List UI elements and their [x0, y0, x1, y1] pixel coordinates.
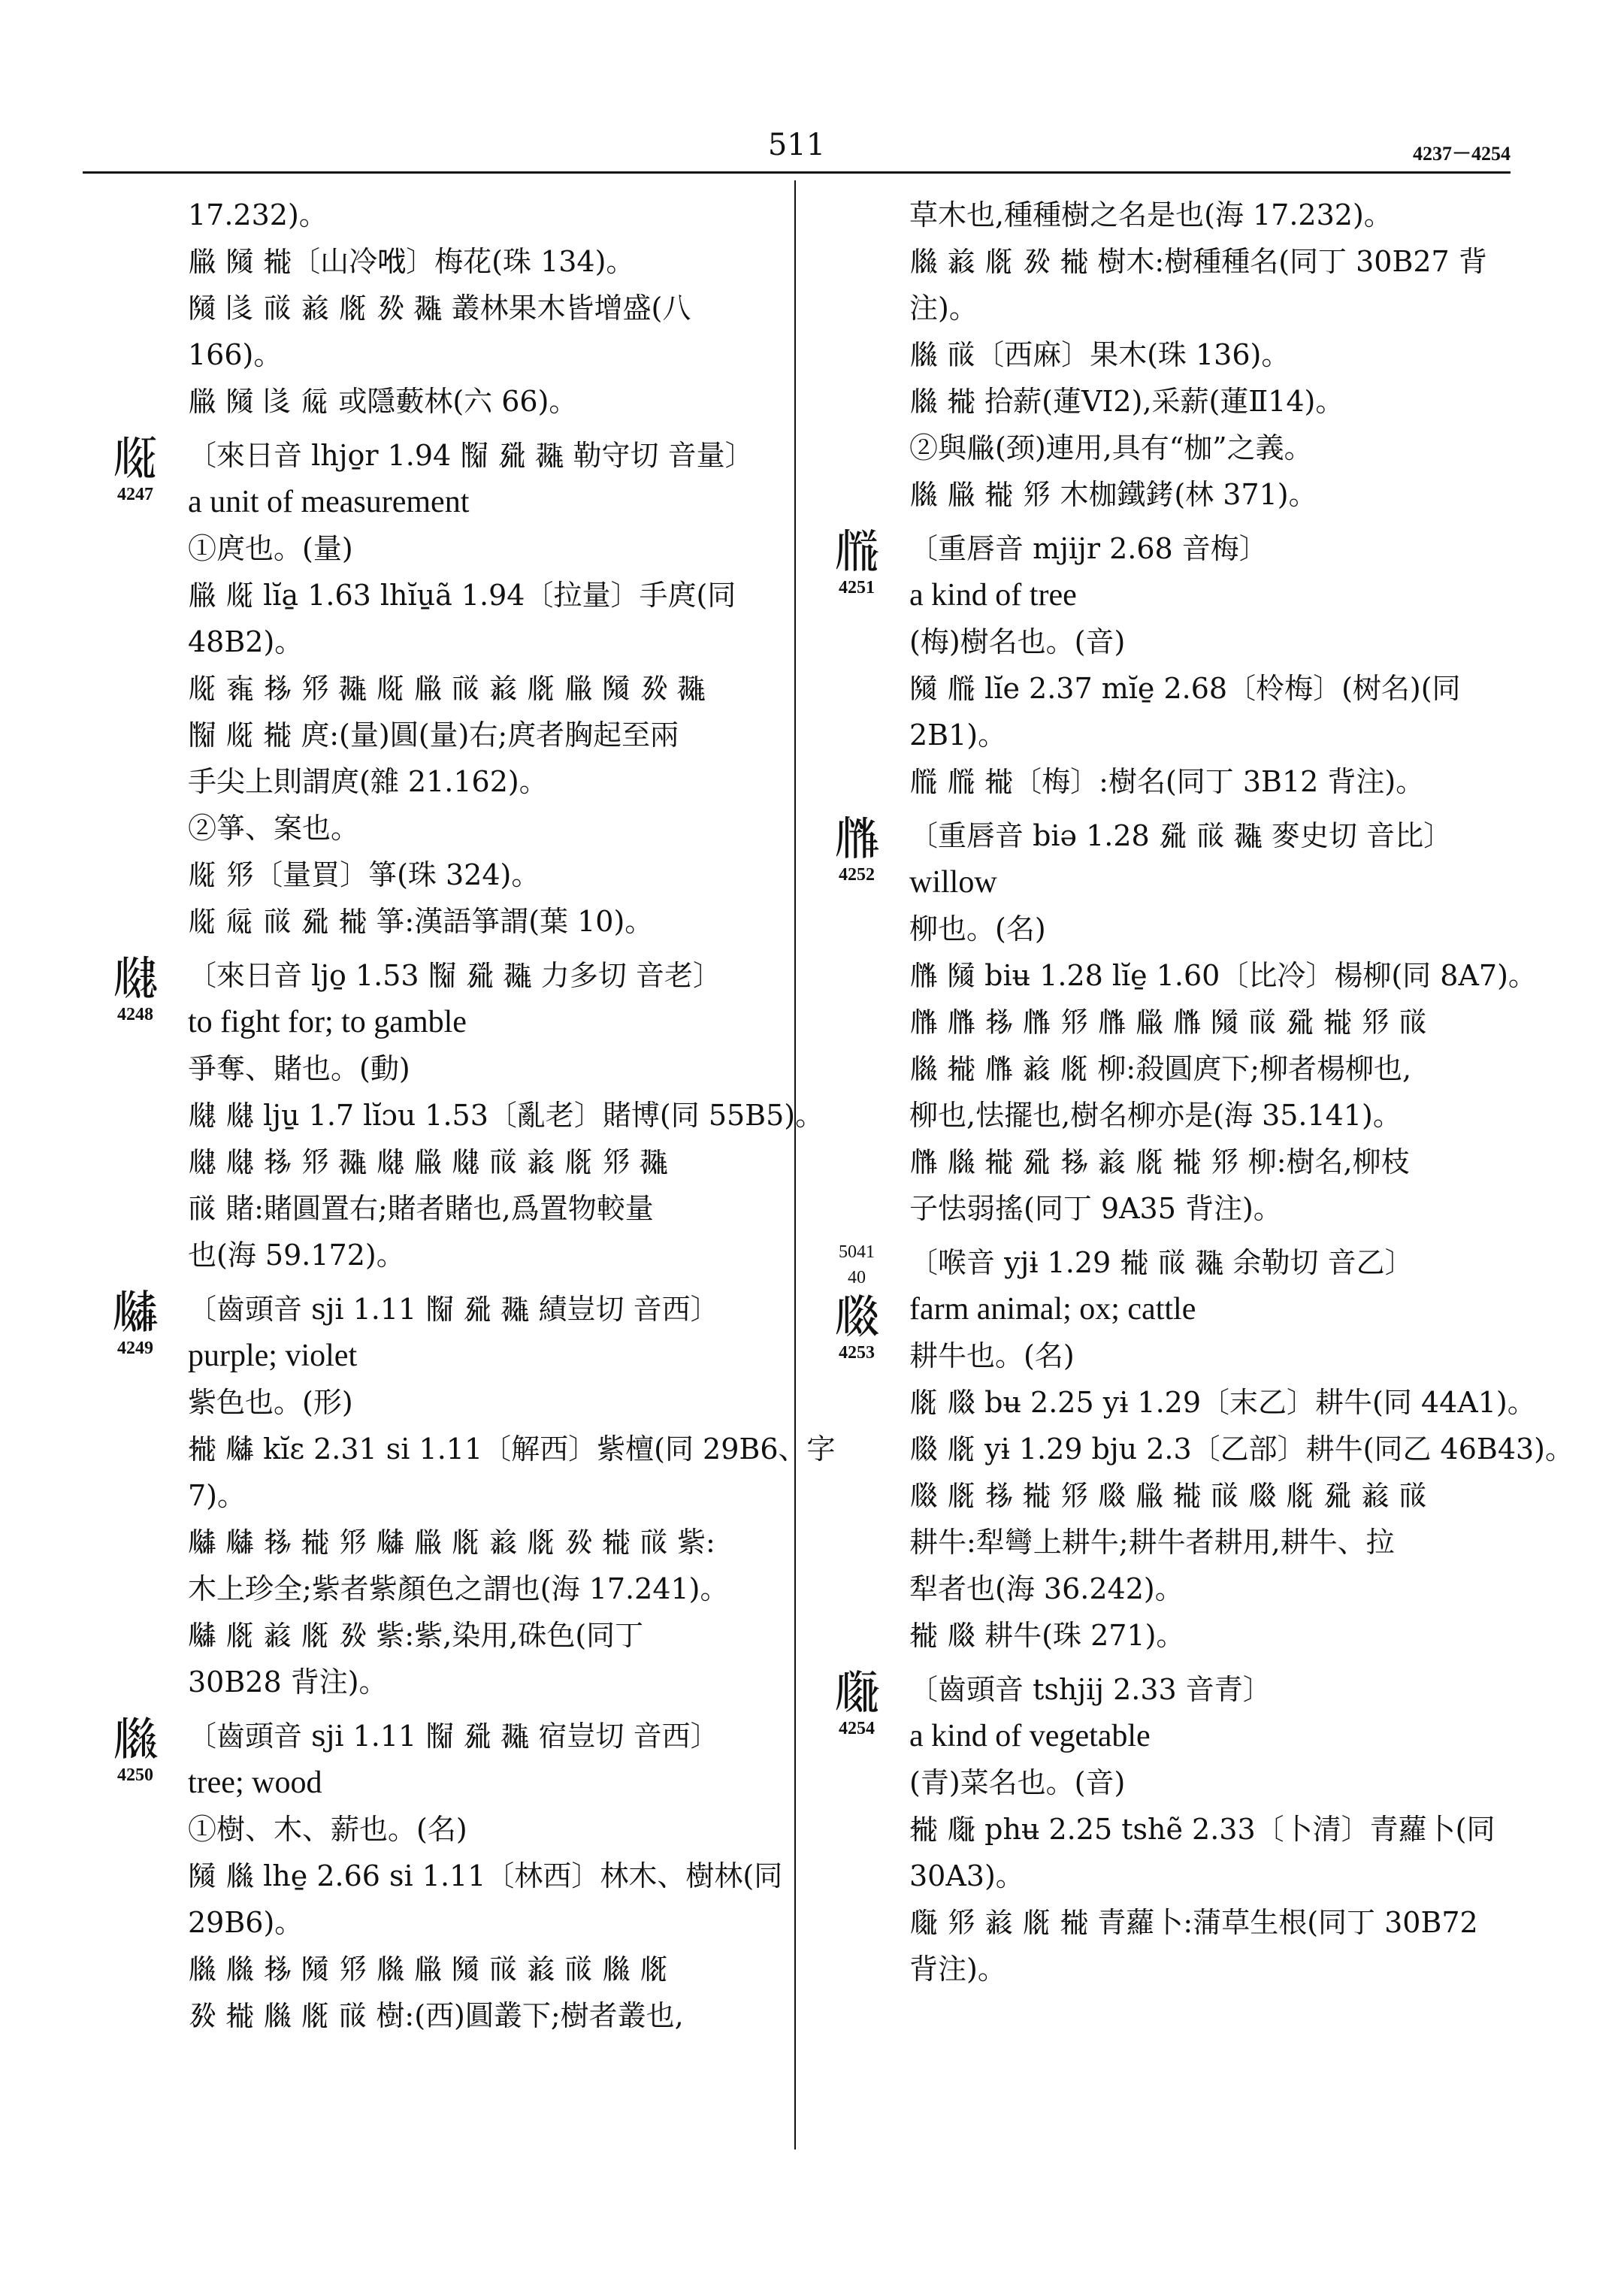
definition-line: 29B6)。: [188, 1906, 304, 1939]
definition-line: 犁者也(海 36.242)。: [909, 1572, 1184, 1605]
dictionary-entry: [90, 951, 824, 1278]
definition-line: 𗆋 𗆋 𗈪 𗉸 𗖵 𗆋 𗆐 𗆋 𗍻 𗒉 𗅋 𗉸 𗖵: [188, 1145, 668, 1178]
definition-line: 𗆏 𗂧 biʉ 1.28 lĭe̱ 1.60〔比冷〕楊柳(同 8A7)。: [909, 959, 1537, 992]
entry-number: 4251: [839, 578, 875, 597]
english-gloss: farm animal; ox; cattle: [909, 1292, 1196, 1327]
dictionary-entry: [90, 1713, 782, 2039]
dictionary-entry: [812, 525, 1503, 805]
cross-reference-subnumber: 40: [848, 1268, 866, 1287]
definition-line: 𗆌 𗆌 𗈪 𗈶 𗉸 𗆌 𗆐 𗅋 𗒉 𗅋 𗉔 𗈶 𗍻 紫:: [188, 1526, 715, 1559]
entry-number: 4249: [117, 1339, 153, 1358]
definition-line: 𗈶 𗆌 kĭɛ 2.31 si 1.11〔解西〕紫檀(同 29B6、字: [188, 1432, 836, 1466]
definition-line: 也(海 59.172)。: [188, 1239, 405, 1272]
definition-line: 7)。: [188, 1479, 246, 1512]
headword-glyph: 𗆏: [833, 811, 880, 866]
definition-line: ②箏、案也。: [188, 812, 360, 845]
definition-line: 背注)。: [909, 1953, 1006, 1986]
column-divider: [794, 180, 796, 2149]
continuation-line: 166)。: [188, 338, 283, 371]
definition-line: 紫色也。(形): [188, 1386, 353, 1419]
definition-line: 𗆋 𗆋 lju̱ 1.7 lĭɔu 1.53〔亂老〕賭博(同 55B5)。: [188, 1099, 824, 1132]
definition-line: 𗅋 𗆑 bʉ 2.25 yɨ 1.29〔末乙〕耕牛(同 44A1)。: [909, 1386, 1536, 1419]
pronunciation-line: 〔齒頭音 tshjij 2.33 音青〕: [909, 1673, 1272, 1706]
english-gloss: willow: [909, 865, 997, 900]
definition-line: 𗈶 𗆒 phʉ 2.25 tshẽ 2.33〔卜清〕青蘿卜(同: [909, 1813, 1495, 1846]
definition-line: 𗆍 𗆍 𗈪 𗂧 𗉸 𗆍 𗆐 𗂧 𗍻 𗒉 𗍻 𗆍 𗅋: [188, 1953, 668, 1986]
entry-range: 4237－4254: [1412, 143, 1511, 165]
definition-line: 30B28 背注)。: [188, 1665, 388, 1699]
definition-line: 𗅉 𗉸〔量買〕箏(珠 324)。: [188, 858, 540, 891]
definition-line: 𗆏 𗆏 𗈪 𗆏 𗉸 𗆏 𗆐 𗆏 𗂧 𗍻 𗉦 𗈶 𗉸 𗍻: [909, 1006, 1428, 1039]
definition-line: 𗍻 賭:賭圓置右;賭者賭也,爲置物較量: [188, 1192, 654, 1225]
continuation-line: 草木也,種種樹之名是也(海 17.232)。: [909, 198, 1393, 231]
headword-glyph: 𗆑: [833, 1289, 880, 1344]
english-gloss: purple; violet: [188, 1339, 358, 1373]
pronunciation-line: 〔來日音 ljo̱ 1.53 𗂰 𗉦 𗖵 力多切 音老〕: [188, 959, 721, 992]
continuation-line: 𗆍 𗈶 拾薪(蓮VI2),采薪(蓮Ⅱ14)。: [909, 385, 1344, 418]
entry-number: 4247: [117, 485, 153, 504]
definition-line: ①庹也。(量): [188, 532, 353, 565]
definition-line: 𗂧 𗆍 lhe̱ 2.66 si 1.11〔林西〕林木、樹林(同: [188, 1859, 783, 1892]
definition-line: 柳也。(名): [909, 912, 1046, 945]
definition-line: 𗆑 𗅋 𗈪 𗈶 𗉸 𗆑 𗆐 𗈶 𗍻 𗆑 𗅋 𗉦 𗒉 𗍻: [909, 1479, 1428, 1512]
headword-glyph: 𗆎: [833, 524, 880, 579]
pronunciation-line: 〔重唇音 biə 1.28 𗉦 𗍻 𗖵 麥史切 音比〕: [909, 819, 1453, 852]
continuation-line: 𗆍 𗍻〔西麻〕果木(珠 136)。: [909, 338, 1290, 371]
right-column: [812, 192, 1574, 1992]
definition-line: 耕牛也。(名): [909, 1339, 1075, 1372]
definition-line: 𗂧 𗆎 lĭe 2.37 mĭe̱ 2.68〔柃梅〕(树名)(同: [909, 672, 1461, 705]
definition-line: 𗆏 𗆍 𗈶 𗉦 𗈪 𗒉 𗅋 𗈶 𗉸 柳:樹名,柳枝: [909, 1145, 1410, 1178]
cross-reference-number: 5041: [839, 1242, 875, 1262]
definition-line: (梅)樹名也。(音): [909, 625, 1126, 658]
definition-line: 𗅉 𗇓 𗈪 𗉸 𗖵 𗅉 𗆐 𗍻 𗒉 𗅋 𗆐 𗂧 𗉔 𗖵: [188, 672, 706, 705]
headword-glyph: 𗆍: [111, 1711, 159, 1766]
pronunciation-line: 〔來日音 lhjo̱r 1.94 𗂰 𗉦 𗖵 勒守切 音量〕: [188, 439, 754, 472]
english-gloss: to fight for; to gamble: [188, 1005, 467, 1039]
entry-number: 4253: [839, 1343, 875, 1363]
continuation-line: 17.232)。: [188, 198, 328, 231]
dictionary-entry: [812, 1239, 1574, 1659]
definition-line: 𗆌 𗅋 𗒉 𗅋 𗉔 紫:紫,染用,硃色(同丁: [188, 1619, 644, 1652]
definition-line: 30A3)。: [909, 1859, 1024, 1892]
pronunciation-line: 〔喉音 yjɨ 1.29 𗈶 𗍻 𗖵 余勒切 音乙〕: [909, 1246, 1414, 1279]
continuation-line: 𗆐 𗂧 𗁅 𗏁 或隱藪林(六 66)。: [188, 385, 578, 418]
definition-line: 手尖上則謂庹(雜 21.162)。: [188, 765, 548, 798]
continuation-line: 𗆍 𗆐 𗈶 𗉸 木枷鐵銬(林 371)。: [909, 478, 1317, 511]
entry-number: 4252: [839, 865, 875, 885]
continuation-line: ②與𗆐(颈)連用,具有“枷”之義。: [909, 431, 1313, 464]
dictionary-entry: [90, 432, 782, 945]
dictionary-entry: [812, 811, 1537, 1232]
definition-line: 爭奪、賭也。(動): [188, 1052, 410, 1085]
definition-line: ①樹、木、薪也。(名): [188, 1813, 467, 1846]
left-column: [90, 192, 836, 2039]
continuation-line: 𗂧 𗁅 𗍻 𗒉 𗅋 𗉔 𗖵 叢林果木皆增盛(八: [188, 292, 691, 325]
definition-line: 木上珍全;紫者紫顏色之謂也(海 17.241)。: [188, 1572, 729, 1605]
english-gloss: a unit of measurement: [188, 485, 470, 519]
english-gloss: tree; wood: [188, 1765, 322, 1800]
definition-line: (青)菜名也。(音): [909, 1766, 1126, 1799]
dictionary-entry: [90, 1284, 836, 1705]
headword-glyph: 𗆒: [833, 1665, 880, 1720]
definition-line: 耕牛:犁彎上耕牛;耕牛者耕用,耕牛、拉: [909, 1526, 1395, 1559]
definition-line: 𗉔 𗈶 𗆍 𗅋 𗍻 樹:(西)圓叢下;樹者叢也,: [188, 1999, 684, 2032]
continuation-line: 𗆐 𗂧 𗈶〔山冷𠲎〕梅花(珠 134)。: [188, 245, 635, 278]
page-number: 511: [767, 128, 826, 162]
definition-line: 𗆑 𗅋 yɨ 1.29 bju 2.3〔乙部〕耕牛(同乙 46B43)。: [909, 1432, 1574, 1466]
pronunciation-line: 〔重唇音 mjijr 2.68 音梅〕: [909, 532, 1268, 565]
pronunciation-line: 〔齒頭音 sji 1.11 𗂰 𗉦 𗖵 宿豈切 音西〕: [188, 1720, 719, 1753]
definition-line: 𗂰 𗅉 𗈶 庹:(量)圓(量)右;庹者胸起至兩: [188, 718, 679, 752]
definition-line: 子怯弱搖(同丁 9A35 背注)。: [909, 1192, 1282, 1225]
header-rule: [83, 171, 1511, 174]
continuation-line: 𗆍 𗒉 𗅋 𗉔 𗈶 樹木:樹種種名(同丁 30B27 背: [909, 245, 1487, 278]
entry-number: 4250: [117, 1765, 153, 1785]
definition-line: 48B2)。: [188, 625, 304, 658]
definition-line: 𗆐 𗅉 lĭa̱ 1.63 lhĭu̱ã 1.94〔拉量〕手庹(同: [188, 579, 736, 612]
continuation-line: 注)。: [909, 292, 978, 325]
english-gloss: a kind of tree: [909, 578, 1077, 613]
entry-number: 4248: [117, 1005, 153, 1024]
dictionary-entry: [812, 1666, 1503, 1992]
pronunciation-line: 〔齒頭音 sji 1.11 𗂰 𗉦 𗖵 績豈切 音西〕: [188, 1293, 719, 1326]
english-gloss: a kind of vegetable: [909, 1719, 1151, 1753]
headword-glyph: 𗅉: [111, 431, 159, 486]
headword-glyph: 𗆌: [111, 1284, 159, 1339]
definition-line: 柳也,怯擺也,樹名柳亦是(海 35.141)。: [909, 1099, 1402, 1132]
definition-line: 𗆎 𗆎 𗈶〔梅〕:樹名(同丁 3B12 背注)。: [909, 765, 1425, 798]
definition-line: 𗆒 𗉸 𗒉 𗅋 𗈶 青蘿卜:蒲草生根(同丁 30B72: [909, 1906, 1478, 1939]
page-header: [83, 128, 1511, 173]
headword-glyph: 𗆋: [111, 951, 159, 1006]
definition-line: 2B1)。: [909, 718, 1007, 752]
definition-line: 𗆍 𗈶 𗆏 𗒉 𗅋 柳:殺圓庹下;柳者楊柳也,: [909, 1052, 1412, 1085]
definition-line: 𗈶 𗆑 耕牛(珠 271)。: [909, 1619, 1185, 1652]
entry-number: 4254: [839, 1719, 875, 1738]
definition-line: 𗅉 𗏁 𗍻 𗉦 𗈶 箏:漢語箏謂(葉 10)。: [188, 905, 654, 938]
